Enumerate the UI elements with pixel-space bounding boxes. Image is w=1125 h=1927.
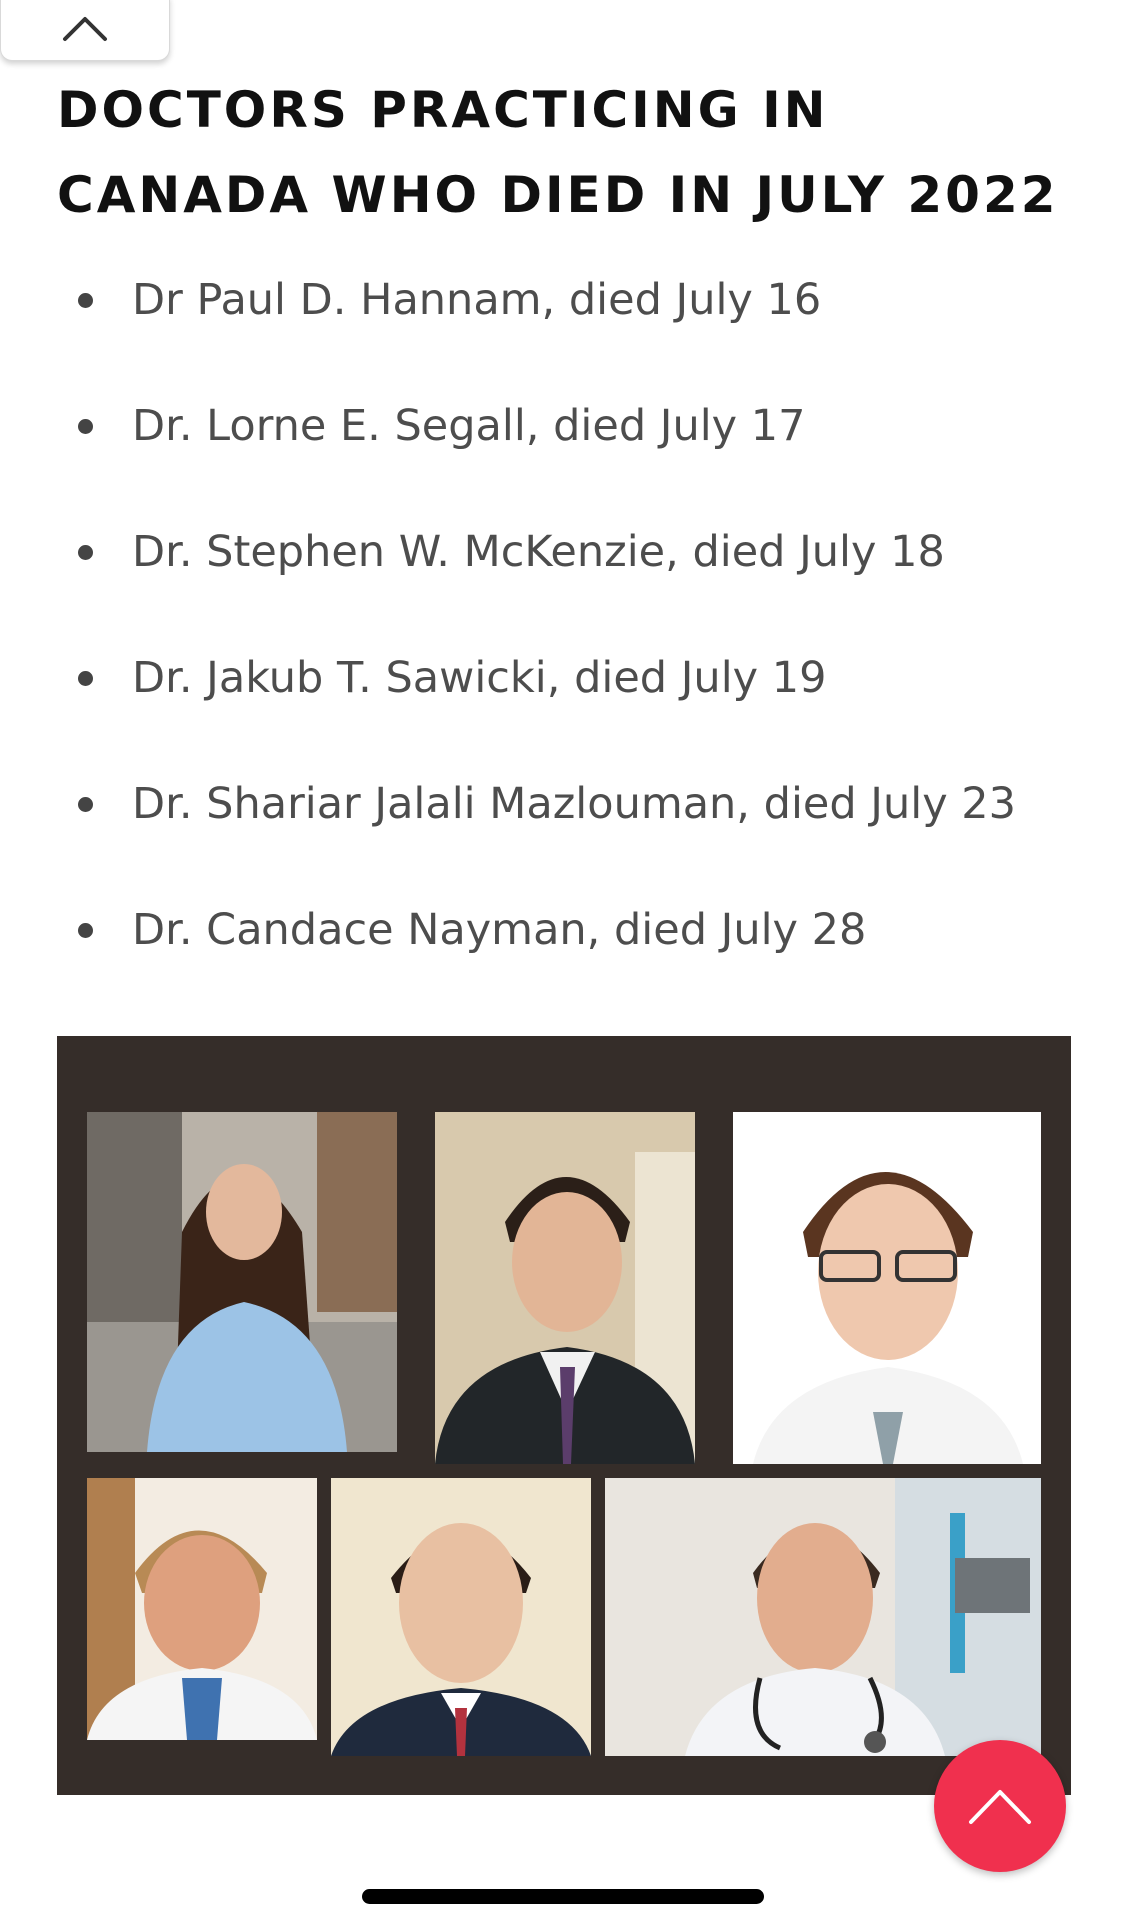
list-item — [78, 391, 1078, 461]
bullet-icon — [78, 545, 93, 560]
bullet-icon — [78, 419, 93, 434]
doctor-photo — [87, 1478, 317, 1740]
doctor-photo — [331, 1478, 591, 1756]
doctor-photo — [87, 1112, 397, 1452]
bullet-icon — [78, 797, 93, 812]
doctor-photo — [435, 1112, 695, 1464]
doctor-photo-collage — [57, 1036, 1071, 1795]
doctor-entry: Dr. Jakub T. Sawicki, died July 19 — [132, 653, 827, 703]
home-indicator[interactable] — [362, 1889, 764, 1904]
bullet-icon — [78, 671, 93, 686]
list-item — [78, 265, 1078, 335]
scroll-to-top-button[interactable] — [934, 1740, 1066, 1872]
list-item — [78, 643, 1078, 713]
list-item — [78, 895, 1078, 965]
doctor-photo — [733, 1112, 1041, 1464]
chevron-up-icon — [967, 1786, 1033, 1826]
bullet-icon — [78, 293, 93, 308]
collapse-tab-button[interactable] — [0, 0, 170, 61]
doctor-entry: Dr. Lorne E. Segall, died July 17 — [132, 401, 806, 451]
list-item — [78, 517, 1078, 587]
doctor-photo — [605, 1478, 1041, 1756]
doctor-entry: Dr. Candace Nayman, died July 28 — [132, 905, 867, 955]
doctor-entry: Dr Paul D. Hannam, died July 16 — [132, 275, 822, 325]
bullet-icon — [78, 923, 93, 938]
page-title: DOCTORS PRACTICING IN CANADA WHO DIED IN JULY 2022 — [57, 81, 1059, 224]
list-item — [78, 769, 1078, 839]
doctor-entry: Dr. Stephen W. McKenzie, died July 18 — [132, 527, 945, 577]
chevron-up-icon — [61, 13, 109, 43]
doctor-entry: Dr. Shariar Jalali Mazlouman, died July 23 — [132, 779, 1017, 829]
